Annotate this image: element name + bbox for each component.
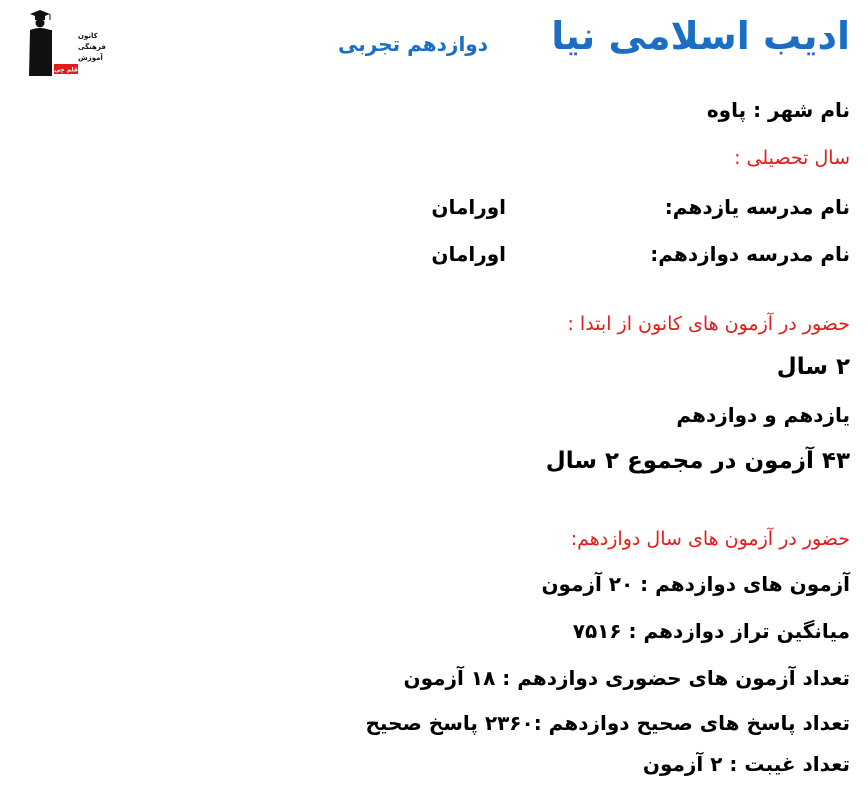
logo-badge-text: قلم چی [54, 66, 78, 74]
correct-answers-line: تعداد پاسخ های صحیح دوازدهم :۲۳۶۰ پاسخ صحیح [365, 711, 850, 735]
exams-12-line: آزمون های دوازدهم : ۲۰ آزمون [541, 572, 850, 596]
gown-shape [29, 28, 51, 76]
school-12-value: اورامان [431, 242, 506, 266]
attendance-exams-total: ۴۳ آزمون در مجموع ۲ سال [545, 448, 850, 474]
attendance-total-heading: حضور در آزمون های کانون از ابتدا : [567, 313, 850, 335]
absences-line: تعداد غیبت : ۲ آزمون [642, 752, 850, 776]
attendance-years: ۲ سال [776, 354, 850, 380]
school-11-value: اورامان [431, 195, 506, 219]
logo-line-3: آموزش [78, 54, 103, 62]
head-shape [36, 19, 45, 28]
grade-label: دوازدهم تجربی [338, 32, 488, 56]
logo-line-1: کانون [78, 32, 98, 40]
logo-line-2: فرهنگی [78, 43, 106, 51]
graduate-logo-icon [26, 8, 106, 78]
city-line: نام شهر : پاوه [706, 98, 850, 122]
attendance-grades: یازدهم و دوازدهم [676, 403, 850, 427]
attendance-12-heading: حضور در آزمون های سال دوازدهم: [570, 528, 850, 550]
student-name: ادیب اسلامی نیا [551, 14, 850, 58]
academic-year-label: سال تحصیلی : [734, 147, 850, 169]
header [18, 8, 850, 76]
avg-score-line: میانگین تراز دوازدهم : ۷۵۱۶ [572, 619, 850, 643]
school-11-label: نام مدرسه یازدهم: [664, 195, 850, 219]
school-12-label: نام مدرسه دوازدهم: [650, 242, 850, 266]
in-person-exams-line: تعداد آزمون های حضوری دوازدهم : ۱۸ آزمون [403, 666, 850, 690]
